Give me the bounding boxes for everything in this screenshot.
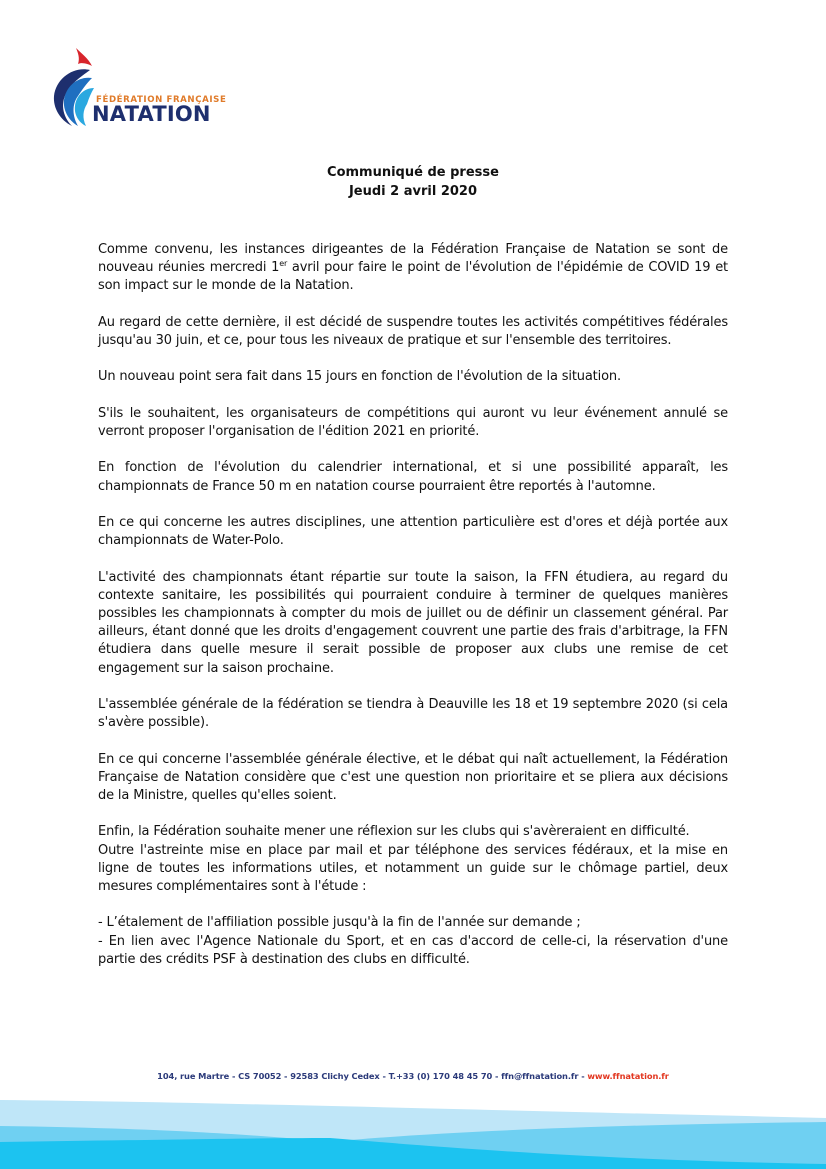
ffn-logo <box>48 44 227 134</box>
paragraph-7: L'activité des championnats étant répartie sur toute la saison, la FFN étudiera, au regard du contexte sanitaire, les possibilités qui pourraient conduire à terminer de quelques manières possibles les championnats à compter du mois de juillet ou de définir un classement général. Par ailleurs, étant donné que les droits d'engagement couvrent une partie des frais d'arbitrage, la FFN étudiera dans quelle mesure il serait possible de proposer aux clubs une remise de cet engagement sur la saison prochaine. <box>98 569 728 676</box>
heading-title: Communiqué de presse <box>327 165 499 180</box>
heading-date: Jeudi 2 avril 2020 <box>348 184 478 199</box>
paragraph-2: Au regard de cette dernière, il est décidé de suspendre toutes les activités compétitives fédérales jusqu'au 30 juin, et ce, pour tous les niveaux de pratique et sur l'ensemble des territoires. <box>98 314 728 348</box>
logo-federation-text: FÉDÉRATION FRANÇAISE <box>96 95 227 105</box>
bullet-item-1: - L’étalement de l'affiliation possible jusqu'à la fin de l'année sur demande ; <box>98 915 581 931</box>
footer-address: 104, rue Martre - CS 70052 - 92583 Clichy Cedex - T.+33 (0) 170 48 45 70 - ffn@ffnatation.fr - <box>157 1071 588 1081</box>
paragraph-1-end: avril pour faire le point de l'évolution de l'épidémie de COVID 19 et son impact sur le monde de la Natation. <box>98 260 728 294</box>
footer-website-link[interactable]: www.ffnatation.fr <box>587 1071 669 1081</box>
paragraph-11: Outre l'astreinte mise en place par mail et par téléphone des services fédéraux, et la mise en ligne de toutes les informations utiles, et notamment un guide sur le chômage partiel, deux mesures complémentaires sont à l'étude : <box>98 842 728 894</box>
logo-natation-text: NATATION <box>92 102 211 126</box>
paragraph-4: S'ils le souhaitent, les organisateurs de compétitions qui auront vu leur événement annulé se verront proposer l'organisation de l'édition 2021 en priorité. <box>98 405 728 439</box>
footer-waves <box>0 1090 826 1169</box>
paragraph-3: Un nouveau point sera fait dans 15 jours en fonction de l'évolution de la situation. <box>98 369 621 385</box>
bullet-item-2: - En lien avec l'Agence Nationale du Sport, et en cas d'accord de celle-ci, la réservation d'une partie des crédits PSF à destination des clubs en difficulté. <box>98 933 728 967</box>
press-release-heading <box>0 163 826 201</box>
footer-contact <box>0 1071 826 1081</box>
paragraph-1 <box>98 241 728 296</box>
paragraph-5: En fonction de l'évolution du calendrier international, et si une possibilité apparaît, les championnats de France 50 m en natation course pourraient être reportés à l'automne. <box>98 460 728 494</box>
press-release-body <box>98 241 728 969</box>
paragraph-1-start: Comme convenu, les instances dirigeantes de la Fédération Française de Natation se sont de nouveau réunies mercredi 1 <box>98 242 728 276</box>
paragraph-10: Enfin, la Fédération souhaite mener une réflexion sur les clubs qui s'avèreraient en difficulté. <box>98 824 690 840</box>
paragraph-6: En ce qui concerne les autres disciplines, une attention particulière est d'ores et déjà portée aux championnats de Water-Polo. <box>98 514 728 549</box>
paragraph-9: En ce qui concerne l'assemblée générale élective, et le débat qui naît actuellement, la Fédération Française de Natation considère que c'est une question non prioritaire et se pliera aux décisions de la Ministre, quelles qu'elles soient. <box>98 751 728 803</box>
paragraph-8: L'assemblée générale de la fédération se tiendra à Deauville les 18 et 19 septembre 2020 (si cela s'avère possible). <box>98 696 728 731</box>
ordinal-superscript: er <box>279 259 288 269</box>
